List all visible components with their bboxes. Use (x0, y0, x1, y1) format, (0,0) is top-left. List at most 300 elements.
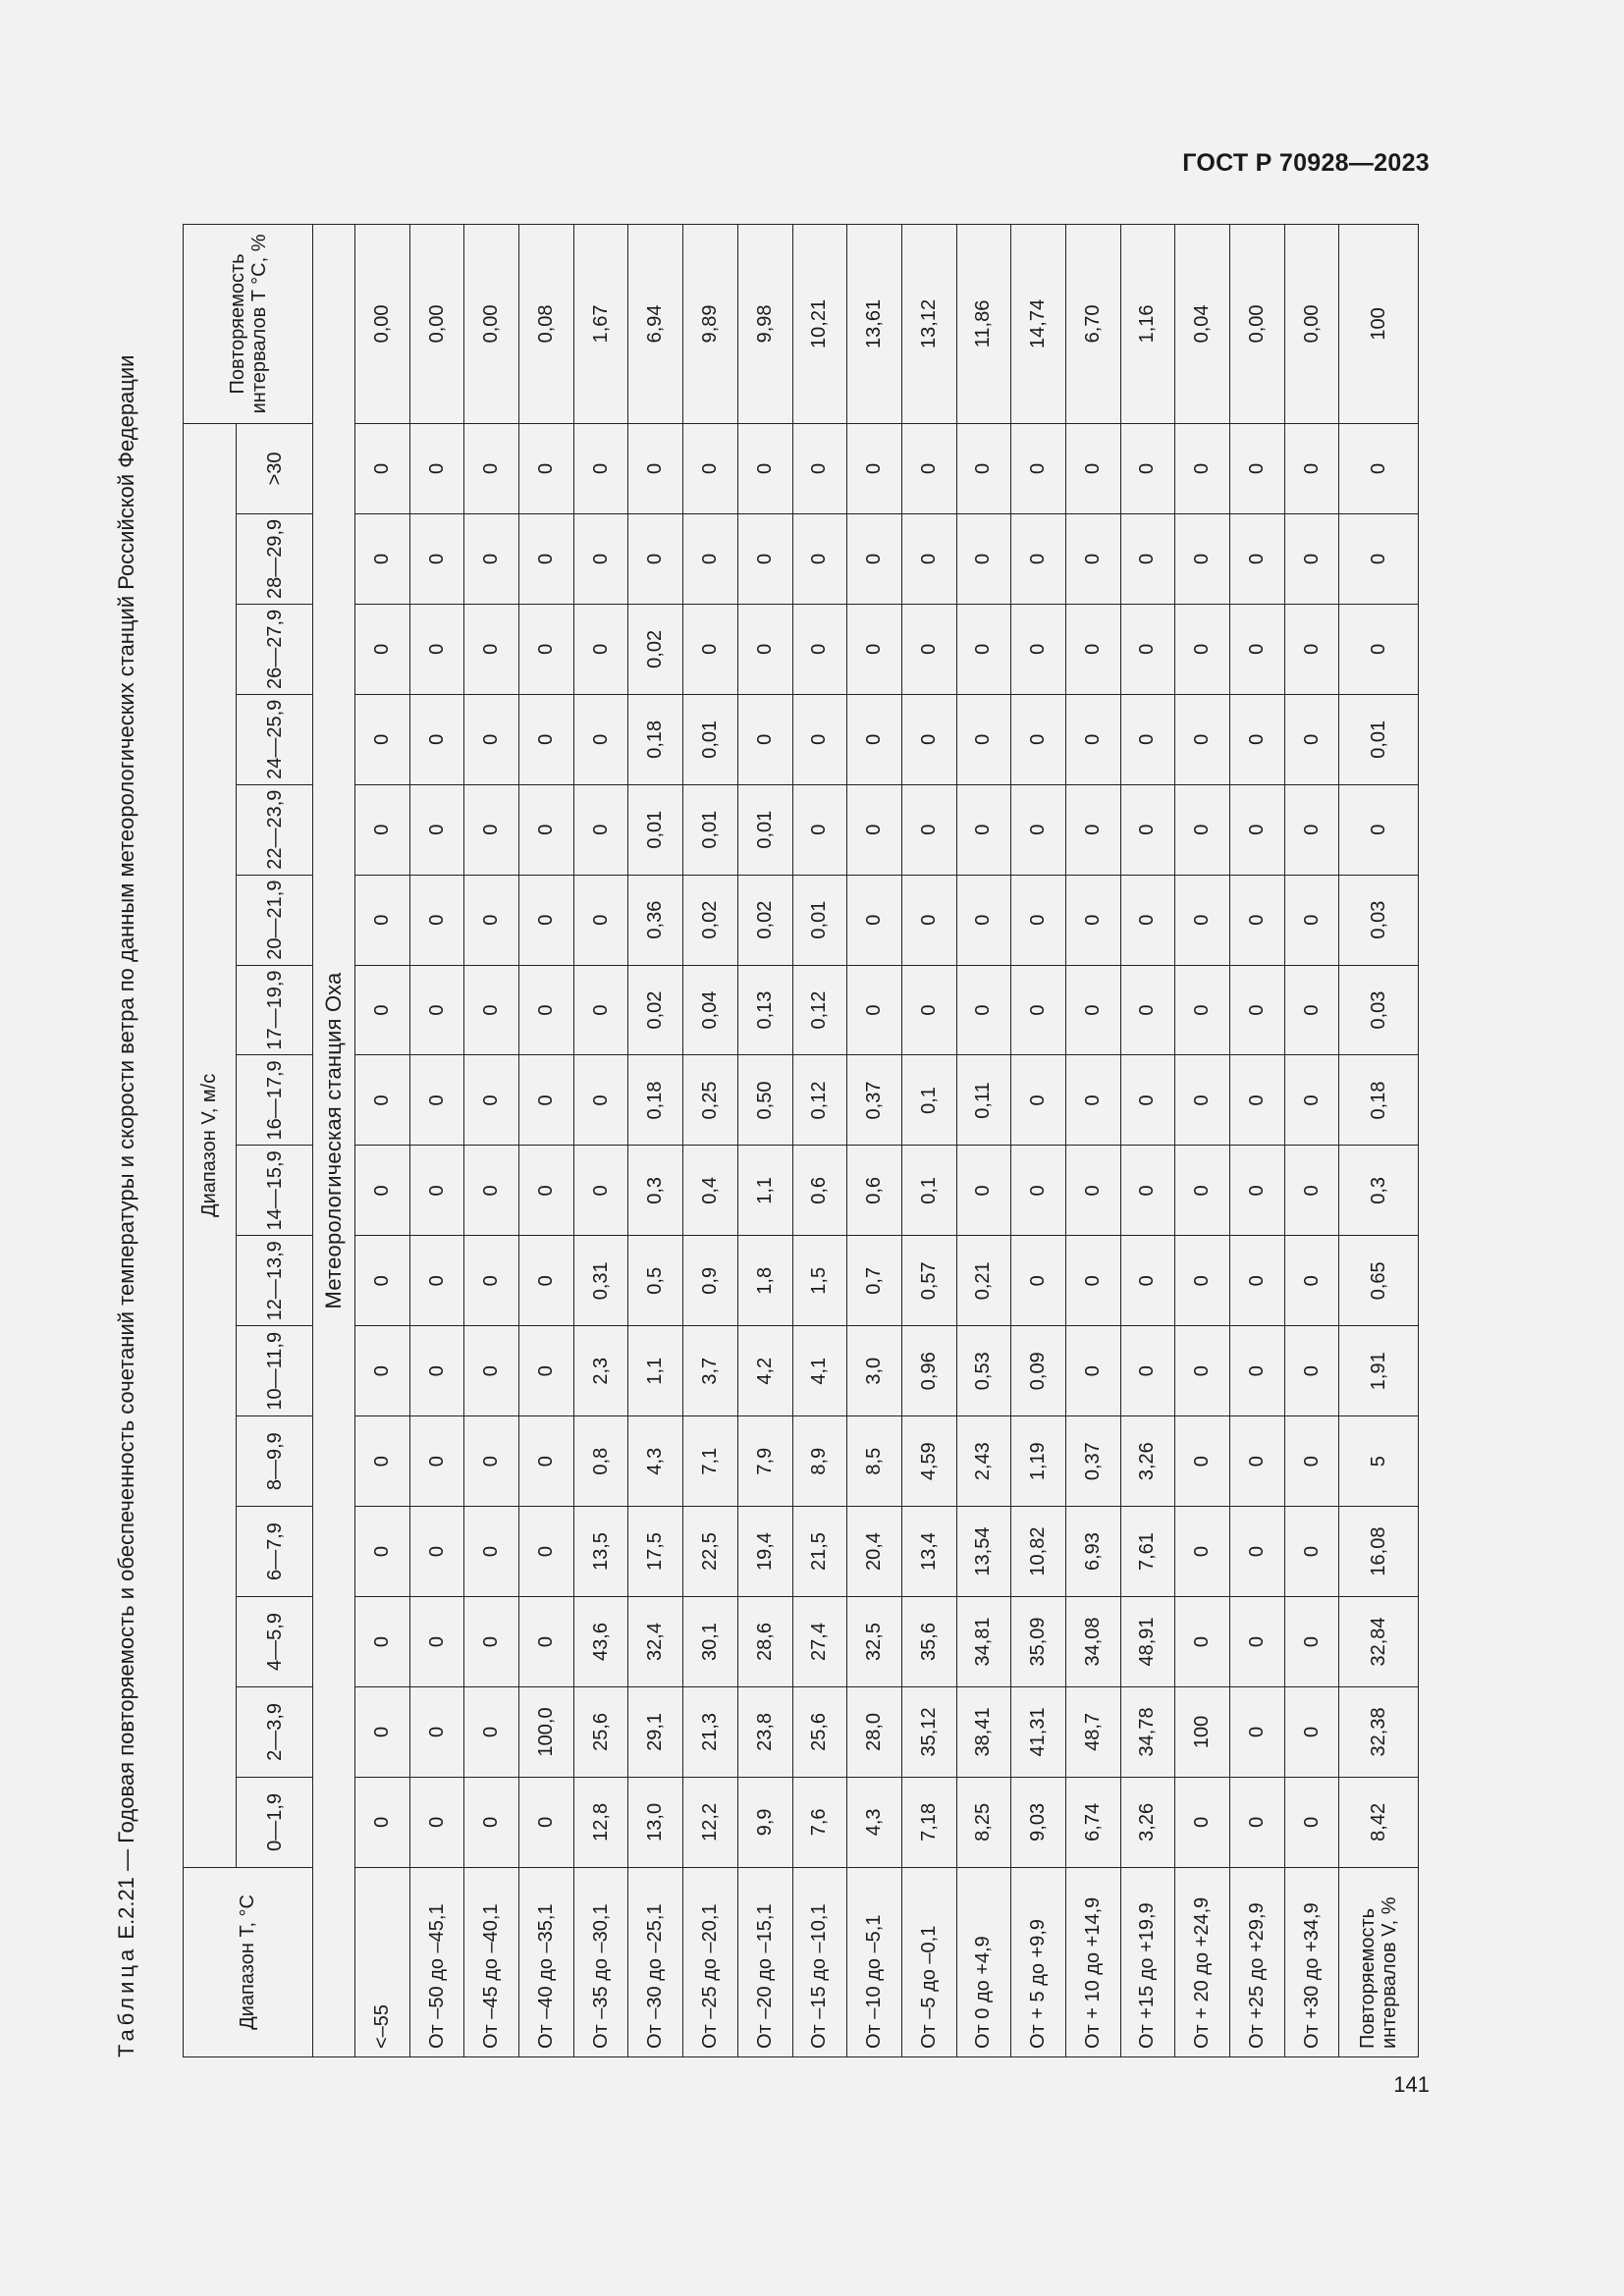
wind-range-header: 24—25,9 (237, 694, 313, 784)
table-row (1120, 225, 1175, 2057)
table-cell: 0,02 (628, 604, 683, 694)
table-cell: 0 (409, 1416, 464, 1507)
table-cell: 0 (409, 1686, 464, 1777)
table-cell: 0 (355, 1686, 410, 1777)
table-cell: 0 (901, 694, 956, 784)
table-cell: 20,4 (847, 1507, 902, 1597)
table-cell: 0 (1065, 1055, 1120, 1146)
table-cell: 0 (1065, 784, 1120, 875)
table-cell: 0 (1120, 604, 1175, 694)
table-cell: 0 (1230, 1777, 1285, 1867)
table-cell: 34,08 (1065, 1597, 1120, 1687)
table-cell: 0 (956, 423, 1011, 513)
total-cell: 0 (1339, 423, 1419, 513)
wind-range-header: 0—1,9 (237, 1777, 313, 1867)
total-cell: 0 (1339, 784, 1419, 875)
table-cell: 0 (464, 1326, 519, 1416)
table-cell: 0 (792, 694, 847, 784)
table-cell: 0 (1284, 1146, 1339, 1236)
row-repeatability: 13,12 (901, 225, 956, 424)
table-cell: 25,6 (573, 1686, 628, 1777)
table-cell: 0 (355, 1507, 410, 1597)
table-cell: 0 (956, 875, 1011, 965)
table-cell: 4,2 (737, 1326, 792, 1416)
row-repeatability: 14,74 (1011, 225, 1066, 424)
table-cell: 1,5 (792, 1236, 847, 1326)
table-cell: 0 (519, 1236, 574, 1326)
table-cell: 35,12 (901, 1686, 956, 1777)
table-cell: 0 (355, 875, 410, 965)
table-cell: 12,2 (683, 1777, 738, 1867)
table-cell: 0 (355, 694, 410, 784)
table-cell: 1,8 (737, 1236, 792, 1326)
table-cell: 0 (1011, 694, 1066, 784)
table-cell: 0 (1120, 1326, 1175, 1416)
table-cell: 0,01 (737, 784, 792, 875)
table-cell: 0 (1175, 1777, 1230, 1867)
table-cell: 0 (847, 784, 902, 875)
table-cell: 0 (409, 1507, 464, 1597)
table-cell: 0 (847, 875, 902, 965)
table-cell: 0 (1011, 875, 1066, 965)
table-cell: 0 (1284, 1055, 1339, 1146)
table-cell: 0 (1065, 694, 1120, 784)
table-cell: 0 (409, 1146, 464, 1236)
table-cell: 0 (956, 694, 1011, 784)
table-cell: 0,4 (683, 1146, 738, 1236)
total-cell: 5 (1339, 1416, 1419, 1507)
table-cell: 0 (355, 1777, 410, 1867)
table-cell: 0 (1011, 1236, 1066, 1326)
table-cell: 0 (1011, 604, 1066, 694)
wind-range-header: 10—11,9 (237, 1326, 313, 1416)
row-repeatability: 0,00 (464, 225, 519, 424)
total-cell: 0,18 (1339, 1055, 1419, 1146)
row-label: От –40 до –35,1 (519, 1867, 574, 2056)
table-cell: 0 (1120, 875, 1175, 965)
table-cell: 8,5 (847, 1416, 902, 1507)
table-cell: 4,59 (901, 1416, 956, 1507)
table-cell: 0 (792, 784, 847, 875)
table-cell: 0 (464, 784, 519, 875)
table-cell: 0 (519, 1055, 574, 1146)
row-label: От + 10 до +14,9 (1065, 1867, 1120, 2056)
wind-range-header: 28—29,9 (237, 513, 313, 604)
table-cell: 23,8 (737, 1686, 792, 1777)
table-cell: 0 (847, 965, 902, 1055)
total-cell: 0,65 (1339, 1236, 1419, 1326)
table-cell: 0 (1175, 1416, 1230, 1507)
table-cell: 0,21 (956, 1236, 1011, 1326)
table-row (628, 225, 683, 2057)
table-cell: 35,09 (1011, 1597, 1066, 1687)
table-cell: 0 (847, 513, 902, 604)
table-cell: 0 (464, 1055, 519, 1146)
table-cell: 3,0 (847, 1326, 902, 1416)
row-label: <–55 (355, 1867, 410, 2056)
table-cell: 0 (1284, 694, 1339, 784)
table-cell: 0 (1175, 965, 1230, 1055)
table-cell: 0 (464, 965, 519, 1055)
row-repeatability: 0,04 (1175, 225, 1230, 424)
table-cell: 0 (1120, 784, 1175, 875)
wind-range-header: 26—27,9 (237, 604, 313, 694)
table-cell: 0,01 (792, 875, 847, 965)
table-row (792, 225, 847, 2057)
table-cell: 0 (847, 423, 902, 513)
caption-number: Е.2.21 (114, 1877, 138, 1940)
table-cell: 100,0 (519, 1686, 574, 1777)
table-cell: 41,31 (1011, 1686, 1066, 1777)
table-cell: 0,37 (1065, 1416, 1120, 1507)
table-row (956, 225, 1011, 2057)
total-cell: 0,03 (1339, 965, 1419, 1055)
table-cell: 0,13 (737, 965, 792, 1055)
table-cell: 0,8 (573, 1416, 628, 1507)
table-cell: 100 (1175, 1686, 1230, 1777)
row-repeatability: 10,21 (792, 225, 847, 424)
table-cell: 0 (1065, 423, 1120, 513)
table-cell: 0 (1175, 1597, 1230, 1687)
station-row (313, 225, 355, 2057)
total-cell: 0,01 (1339, 694, 1419, 784)
table-cell: 0 (1230, 1055, 1285, 1146)
row-repeatability: 9,98 (737, 225, 792, 424)
table-cell: 0 (1230, 1236, 1285, 1326)
table-cell: 34,81 (956, 1597, 1011, 1687)
table-cell: 0 (573, 1146, 628, 1236)
table-cell: 0 (1065, 965, 1120, 1055)
table-cell: 0 (519, 1507, 574, 1597)
table-cell: 0 (737, 604, 792, 694)
table-cell: 0 (1011, 784, 1066, 875)
table-cell: 0,31 (573, 1236, 628, 1326)
table-cell: 32,4 (628, 1597, 683, 1687)
table-cell: 1,1 (628, 1326, 683, 1416)
row-label: От + 20 до +24,9 (1175, 1867, 1230, 2056)
table-cell: 0,09 (1011, 1326, 1066, 1416)
table-cell: 0,02 (737, 875, 792, 965)
table-cell: 7,61 (1120, 1507, 1175, 1597)
table-cell: 0 (1175, 1326, 1230, 1416)
row-label: От 0 до +4,9 (956, 1867, 1011, 2056)
table-cell: 0 (409, 875, 464, 965)
table-cell: 0 (1175, 1055, 1230, 1146)
table-cell: 4,3 (628, 1416, 683, 1507)
row-repeatability: 6,94 (628, 225, 683, 424)
table-cell: 0 (519, 1597, 574, 1687)
table-cell: 0,04 (683, 965, 738, 1055)
table-cell: 7,9 (737, 1416, 792, 1507)
table-cell: 2,43 (956, 1416, 1011, 1507)
table-cell: 0 (1284, 1416, 1339, 1507)
table-cell: 0,1 (901, 1146, 956, 1236)
table-cell: 0 (1230, 423, 1285, 513)
table-cell: 0,36 (628, 875, 683, 965)
table-cell: 0 (1284, 513, 1339, 604)
table-cell: 0 (519, 694, 574, 784)
table-cell: 0 (519, 513, 574, 604)
row-label: От –25 до –20,1 (683, 1867, 738, 2056)
table-cell: 0 (1011, 423, 1066, 513)
table-cell: 0 (847, 694, 902, 784)
table-cell: 28,0 (847, 1686, 902, 1777)
wind-range-header: 16—17,9 (237, 1055, 313, 1146)
row-label: От –45 до –40,1 (464, 1867, 519, 2056)
table-cell: 0 (1230, 1686, 1285, 1777)
table-cell: 0 (1230, 1416, 1285, 1507)
table-cell: 0 (1284, 1507, 1339, 1597)
table-cell: 0 (1175, 784, 1230, 875)
table-cell: 0,18 (628, 1055, 683, 1146)
table-cell: 0 (1011, 513, 1066, 604)
wind-range-header: >30 (237, 423, 313, 513)
table-cell: 0 (901, 875, 956, 965)
table-row (519, 225, 574, 2057)
total-cell: 16,08 (1339, 1507, 1419, 1597)
table-cell: 0,53 (956, 1326, 1011, 1416)
table-cell: 0 (355, 1236, 410, 1326)
table-cell: 21,5 (792, 1507, 847, 1597)
table-cell: 0,50 (737, 1055, 792, 1146)
table-cell: 0 (956, 604, 1011, 694)
table-cell: 7,6 (792, 1777, 847, 1867)
table-cell: 0 (901, 513, 956, 604)
table-cell: 0 (519, 423, 574, 513)
total-cell: 8,42 (1339, 1777, 1419, 1867)
table-cell: 0 (1120, 965, 1175, 1055)
table-cell: 8,25 (956, 1777, 1011, 1867)
table-cell: 10,82 (1011, 1507, 1066, 1597)
wind-range-header: 22—23,9 (237, 784, 313, 875)
table-cell: 0 (628, 423, 683, 513)
table-cell: 0 (519, 1777, 574, 1867)
total-cell: 0 (1339, 513, 1419, 604)
table-cell: 0 (1284, 875, 1339, 965)
table-row (683, 225, 738, 2057)
table-cell: 48,91 (1120, 1597, 1175, 1687)
col-header-wind-range: Диапазон V, м/с (184, 423, 237, 1867)
table-cell: 0 (464, 1146, 519, 1236)
table-caption (112, 224, 181, 2057)
total-row (1339, 225, 1419, 2057)
row-label: От –35 до –30,1 (573, 1867, 628, 2056)
table-cell: 0 (1011, 965, 1066, 1055)
caption-label: Таблица (114, 1945, 138, 2057)
row-label: От –15 до –10,1 (792, 1867, 847, 2056)
wind-range-header: 8—9,9 (237, 1416, 313, 1507)
table-cell: 0 (792, 513, 847, 604)
table-cell: 0 (1011, 1055, 1066, 1146)
table-cell: 0 (1284, 423, 1339, 513)
table-cell: 0,01 (628, 784, 683, 875)
table-cell: 0 (1120, 1236, 1175, 1326)
table-cell: 0 (1284, 784, 1339, 875)
table-cell: 0 (464, 423, 519, 513)
total-cell: 32,38 (1339, 1686, 1419, 1777)
table-cell: 22,5 (683, 1507, 738, 1597)
table-cell: 13,5 (573, 1507, 628, 1597)
table-cell: 0 (1284, 1597, 1339, 1687)
table-row (1284, 225, 1339, 2057)
table-cell: 0 (409, 694, 464, 784)
table-cell: 0 (1230, 513, 1285, 604)
table-cell: 0,6 (847, 1146, 902, 1236)
table-cell: 19,4 (737, 1507, 792, 1597)
table-cell: 9,03 (1011, 1777, 1066, 1867)
total-cell: 0 (1339, 604, 1419, 694)
table-cell: 9,9 (737, 1777, 792, 1867)
table-cell: 0 (409, 423, 464, 513)
table-cell: 0 (1284, 1686, 1339, 1777)
row-repeatability: 9,89 (683, 225, 738, 424)
table-cell: 32,5 (847, 1597, 902, 1687)
table-cell: 0 (1230, 1146, 1285, 1236)
table-cell: 3,26 (1120, 1777, 1175, 1867)
row-label: От +30 до +34,9 (1284, 1867, 1339, 2056)
table-cell: 21,3 (683, 1686, 738, 1777)
table-row (409, 225, 464, 2057)
table-row (737, 225, 792, 2057)
table-cell: 0 (573, 513, 628, 604)
row-repeatability: 11,86 (956, 225, 1011, 424)
table-cell: 0 (355, 1326, 410, 1416)
wind-range-header: 17—19,9 (237, 965, 313, 1055)
row-label: От –20 до –15,1 (737, 1867, 792, 2056)
table-cell: 0 (409, 1055, 464, 1146)
table-cell: 0 (519, 1146, 574, 1236)
table-cell: 0 (792, 423, 847, 513)
wind-range-header: 6—7,9 (237, 1507, 313, 1597)
row-repeatability: 0,00 (355, 225, 410, 424)
table-cell: 35,6 (901, 1597, 956, 1687)
total-repeatability: 100 (1339, 225, 1419, 424)
col-header-temperature-range: Диапазон T, °C (184, 1867, 313, 2056)
table-cell: 38,41 (956, 1686, 1011, 1777)
table-cell: 0 (409, 1326, 464, 1416)
table-cell: 0 (901, 423, 956, 513)
table-cell: 0 (355, 423, 410, 513)
table-cell: 0 (355, 604, 410, 694)
table-cell: 0 (683, 513, 738, 604)
table-cell: 0 (1175, 1507, 1230, 1597)
table-cell: 0 (1230, 694, 1285, 784)
table-cell: 8,9 (792, 1416, 847, 1507)
table-cell: 0 (464, 1236, 519, 1326)
table-cell: 28,6 (737, 1597, 792, 1687)
table-cell: 0,11 (956, 1055, 1011, 1146)
table-cell: 0 (1230, 1597, 1285, 1687)
table-cell: 0 (1175, 1236, 1230, 1326)
table-cell: 0 (956, 513, 1011, 604)
table-cell: 0 (1120, 1146, 1175, 1236)
table-row (355, 225, 410, 2057)
row-repeatability: 0,08 (519, 225, 574, 424)
table-cell: 0 (355, 1597, 410, 1687)
table-cell: 0 (1065, 513, 1120, 604)
row-repeatability: 0,00 (1230, 225, 1285, 424)
table-cell: 0 (1175, 694, 1230, 784)
table-cell: 4,3 (847, 1777, 902, 1867)
table-cell: 13,0 (628, 1777, 683, 1867)
table-cell: 0 (573, 604, 628, 694)
table-cell: 12,8 (573, 1777, 628, 1867)
table-cell: 0 (355, 784, 410, 875)
header-row-1 (184, 225, 237, 2057)
page-number: 141 (1393, 2072, 1430, 2097)
total-cell: 1,91 (1339, 1326, 1419, 1416)
table-cell: 17,5 (628, 1507, 683, 1597)
table-cell: 0 (464, 604, 519, 694)
row-label: От +25 до +29,9 (1230, 1867, 1285, 2056)
table-cell: 13,4 (901, 1507, 956, 1597)
table-cell: 30,1 (683, 1597, 738, 1687)
row-label: От –10 до –5,1 (847, 1867, 902, 2056)
table-cell: 0,12 (792, 965, 847, 1055)
table-cell: 48,7 (1065, 1686, 1120, 1777)
table-cell: 0,57 (901, 1236, 956, 1326)
table-cell: 0,37 (847, 1055, 902, 1146)
table-cell: 3,7 (683, 1326, 738, 1416)
table-cell: 34,78 (1120, 1686, 1175, 1777)
table-cell: 0 (956, 784, 1011, 875)
table-cell: 0 (519, 604, 574, 694)
table-cell: 0 (355, 1416, 410, 1507)
table-cell: 0 (464, 694, 519, 784)
table-cell: 0 (1230, 965, 1285, 1055)
table-cell: 0 (956, 1146, 1011, 1236)
table-cell: 7,1 (683, 1416, 738, 1507)
table-cell: 0,12 (792, 1055, 847, 1146)
table-cell: 0 (901, 965, 956, 1055)
table-cell: 0 (464, 1777, 519, 1867)
table-cell: 0 (1065, 604, 1120, 694)
row-label: От –50 до –45,1 (409, 1867, 464, 2056)
table-row (1011, 225, 1066, 2057)
row-repeatability: 1,16 (1120, 225, 1175, 424)
table-cell: 0 (409, 784, 464, 875)
table-cell: 13,54 (956, 1507, 1011, 1597)
document-code: ГОСТ Р 70928—2023 (1182, 149, 1430, 177)
table-cell: 0 (519, 965, 574, 1055)
table-cell: 0 (683, 604, 738, 694)
table-cell: 0,96 (901, 1326, 956, 1416)
table-cell: 0 (1011, 1146, 1066, 1236)
table-cell: 0 (737, 694, 792, 784)
row-label: От + 5 до +9,9 (1011, 1867, 1066, 2056)
table-cell: 0 (901, 784, 956, 875)
table-cell: 4,1 (792, 1326, 847, 1416)
wind-range-header: 12—13,9 (237, 1236, 313, 1326)
header-row-2 (237, 225, 313, 2057)
table-cell: 0 (1230, 1326, 1285, 1416)
table-cell: 0,5 (628, 1236, 683, 1326)
table-cell: 0,3 (628, 1146, 683, 1236)
table-cell: 0 (1284, 1777, 1339, 1867)
table-cell: 0 (519, 875, 574, 965)
table-cell: 3,26 (1120, 1416, 1175, 1507)
table-cell: 0 (737, 423, 792, 513)
row-repeatability: 6,70 (1065, 225, 1120, 424)
table-cell: 6,93 (1065, 1507, 1120, 1597)
table-cell: 0 (464, 1686, 519, 1777)
table-cell: 0 (1120, 694, 1175, 784)
wind-range-header: 14—15,9 (237, 1146, 313, 1236)
table-cell: 0 (628, 513, 683, 604)
row-label: От –5 до –0,1 (901, 1867, 956, 2056)
total-cell: 0,03 (1339, 875, 1419, 965)
row-repeatability: 0,00 (409, 225, 464, 424)
